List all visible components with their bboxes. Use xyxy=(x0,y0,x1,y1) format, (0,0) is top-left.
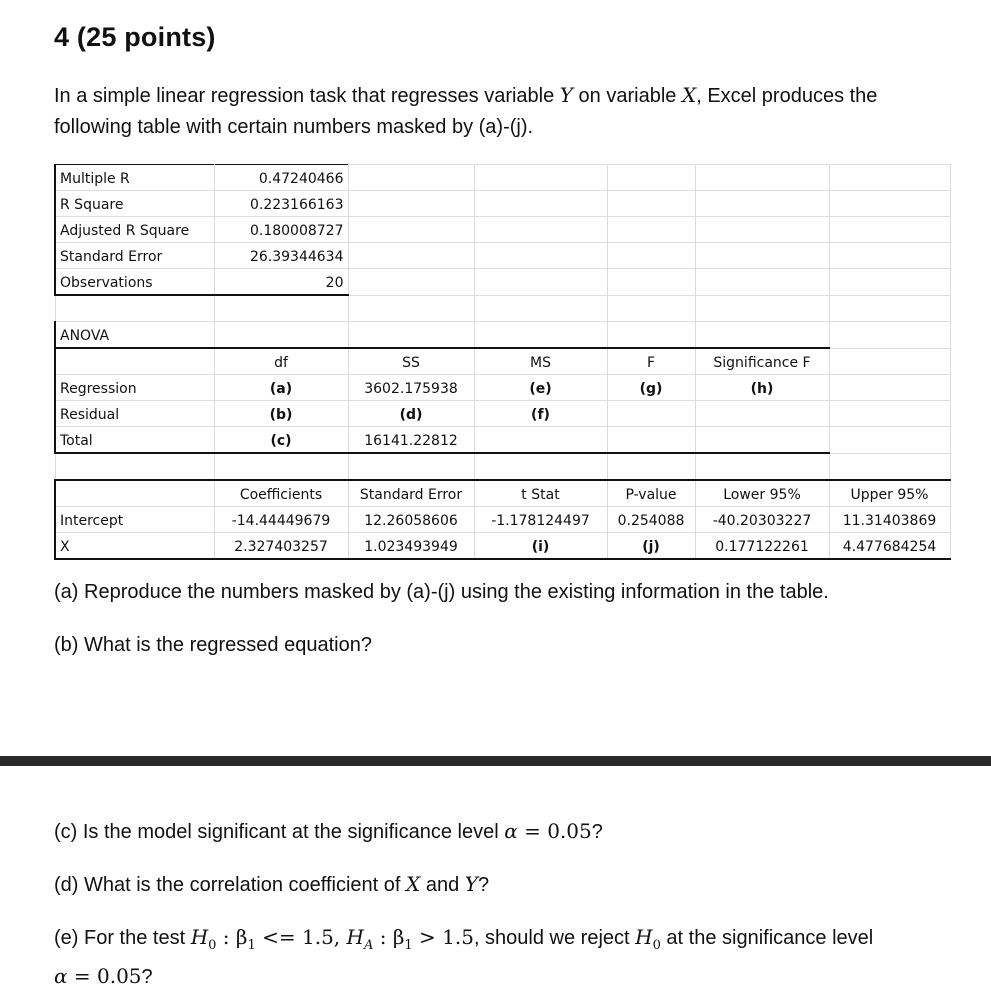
coef-se: 12.26058606 xyxy=(348,507,474,533)
coef-header: Standard Error xyxy=(348,480,474,507)
math-h: H xyxy=(635,925,653,949)
anova-header-ss: SS xyxy=(348,348,474,375)
question-c xyxy=(54,816,603,848)
coef-row-intercept xyxy=(55,507,950,533)
anova-header-significance-f: Significance F xyxy=(695,348,829,375)
anova-header-f: F xyxy=(607,348,695,375)
anova-header-ms: MS xyxy=(474,348,607,375)
intro-text: In a simple linear regression task that regresses variable xyxy=(54,85,560,107)
math-var-x: X xyxy=(406,872,421,896)
summary-row xyxy=(55,269,950,296)
coef-row-x xyxy=(55,533,950,560)
math-subscript: 1 xyxy=(247,938,256,953)
math-value: > 1.5 xyxy=(412,925,474,949)
math-subscript: A xyxy=(363,938,374,953)
anova-row-total xyxy=(55,427,950,454)
math-h: H xyxy=(190,925,209,949)
coef-header: P-value xyxy=(607,480,695,507)
question-title: 4 (25 points) xyxy=(54,22,216,52)
intro-text: , Excel produces the xyxy=(696,85,878,107)
masked-cell-h: (h) xyxy=(695,375,829,401)
masked-cell-i: (i) xyxy=(474,533,607,560)
math-h: H xyxy=(346,925,364,949)
anova-row-label: Total xyxy=(55,427,214,454)
summary-value: 0.223166163 xyxy=(214,191,348,217)
summary-label: Standard Error xyxy=(55,243,214,269)
summary-value: 0.47240466 xyxy=(214,165,348,191)
math-alpha: α xyxy=(54,964,68,988)
coef-value: 2.327403257 xyxy=(214,533,348,560)
intro-text: on variable xyxy=(573,85,682,107)
question-text: ? xyxy=(477,874,490,896)
masked-cell-e: (e) xyxy=(474,375,607,401)
coef-t-stat: -1.178124497 xyxy=(474,507,607,533)
coef-row-label: X xyxy=(55,533,214,560)
masked-cell-b: (b) xyxy=(214,401,348,427)
summary-row xyxy=(55,191,950,217)
question-a: (a) Reproduce the numbers masked by (a)-(j) using the existing information in the table. xyxy=(54,581,829,603)
masked-cell-a: (a) xyxy=(214,375,348,401)
intro-text-line2: following table with certain numbers masked by (a)-(j). xyxy=(54,116,534,138)
math-alpha: α xyxy=(504,819,518,843)
masked-cell-j: (j) xyxy=(607,533,695,560)
coef-upper95: 11.31403869 xyxy=(829,507,950,533)
masked-cell-g: (g) xyxy=(607,375,695,401)
coef-header: Coefficients xyxy=(214,480,348,507)
anova-row-label: Residual xyxy=(55,401,214,427)
question-text: (e) For the test xyxy=(54,927,191,949)
question-text: ? xyxy=(141,966,153,988)
anova-ss-value: 3602.175938 xyxy=(348,375,474,401)
blank-row xyxy=(55,295,950,322)
question-b: (b) What is the regressed equation? xyxy=(54,634,372,656)
anova-ss-value: 16141.22812 xyxy=(348,427,474,454)
summary-label: R Square xyxy=(55,191,214,217)
anova-label: ANOVA xyxy=(55,322,214,349)
anova-header-df: df xyxy=(214,348,348,375)
anova-title-row xyxy=(55,322,950,349)
question-text: , should we reject xyxy=(473,927,636,949)
coef-header: t Stat xyxy=(474,480,607,507)
masked-cell-c: (c) xyxy=(214,427,348,454)
page-divider xyxy=(0,756,991,766)
question-text: (c) Is the model significant at the significance level xyxy=(54,821,505,843)
coef-upper95: 4.477684254 xyxy=(829,533,950,560)
math-value: = 0.05 xyxy=(67,964,142,988)
question-d xyxy=(54,869,489,901)
regression-output-table xyxy=(54,164,951,560)
summary-value: 20 xyxy=(214,269,348,296)
coef-header: Lower 95% xyxy=(695,480,829,507)
coef-value: -14.44449679 xyxy=(214,507,348,533)
math-var-y: Y xyxy=(559,83,573,107)
coef-lower95: -40.20303227 xyxy=(695,507,829,533)
math-subscript: 0 xyxy=(208,938,217,953)
summary-value: 0.180008727 xyxy=(214,217,348,243)
anova-row-residual xyxy=(55,401,950,427)
coef-se: 1.023493949 xyxy=(348,533,474,560)
coef-lower95: 0.177122261 xyxy=(695,533,829,560)
summary-row xyxy=(55,217,950,243)
math-relation: : β xyxy=(216,925,248,949)
summary-label: Adjusted R Square xyxy=(55,217,214,243)
question-text: and xyxy=(420,874,465,896)
coef-row-label: Intercept xyxy=(55,507,214,533)
question-e xyxy=(54,922,873,993)
summary-label: Multiple R xyxy=(55,165,214,191)
question-text: ? xyxy=(591,821,603,843)
coef-p-value: 0.254088 xyxy=(607,507,695,533)
intro-paragraph xyxy=(54,80,877,143)
masked-cell-d: (d) xyxy=(348,401,474,427)
anova-row-label: Regression xyxy=(55,375,214,401)
math-value: = 0.05 xyxy=(517,819,592,843)
masked-cell-f: (f) xyxy=(474,401,607,427)
anova-row-regression xyxy=(55,375,950,401)
math-var-x: X xyxy=(681,83,697,107)
math-relation: : β xyxy=(373,925,405,949)
coef-header-row xyxy=(55,480,950,507)
question-text: at the significance level xyxy=(660,927,874,949)
blank-row xyxy=(55,453,950,480)
anova-header-row xyxy=(55,348,950,375)
summary-row xyxy=(55,243,950,269)
math-subscript: 1 xyxy=(404,938,413,953)
summary-label: Observations xyxy=(55,269,214,296)
math-value: <= 1.5, xyxy=(255,925,347,949)
math-subscript: 0 xyxy=(652,938,661,953)
math-var-y: Y xyxy=(464,872,478,896)
summary-value: 26.39344634 xyxy=(214,243,348,269)
question-text: (d) What is the correlation coefficient of xyxy=(54,874,407,896)
summary-row xyxy=(55,165,950,191)
coef-header: Upper 95% xyxy=(829,480,950,507)
